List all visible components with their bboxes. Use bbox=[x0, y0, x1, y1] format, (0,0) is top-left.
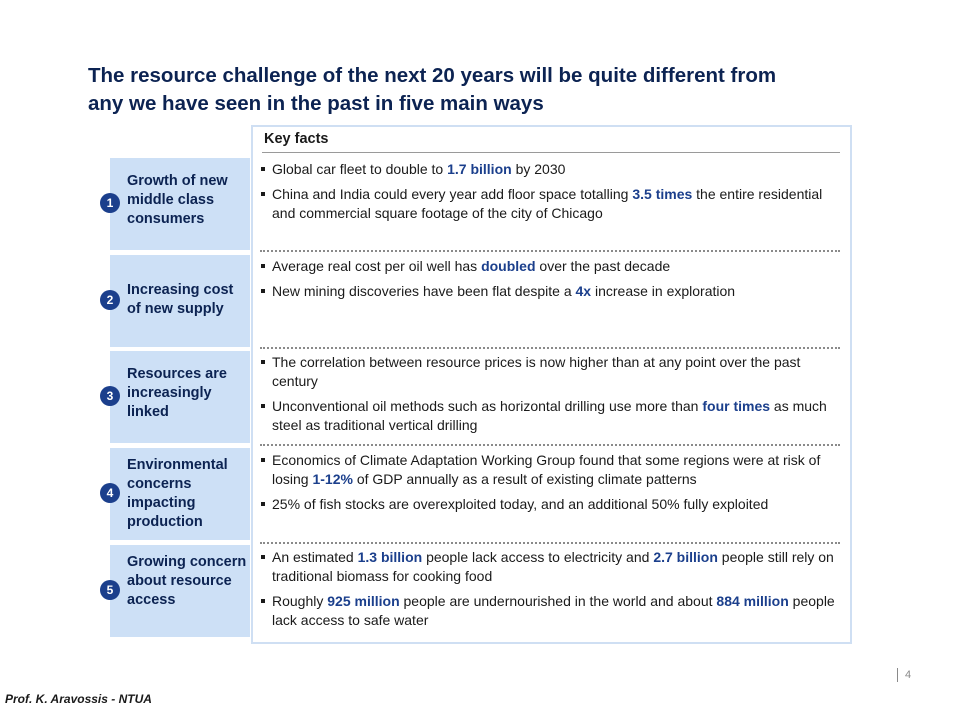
highlight-figure: 884 million bbox=[716, 593, 789, 609]
bullet-text: increase in exploration bbox=[591, 283, 736, 299]
bullet-text: as much steel as traditional vertical drilling bbox=[272, 398, 827, 433]
bullet-text: people lack access to electricity and bbox=[422, 549, 654, 565]
highlight-figure: 2.7 billion bbox=[653, 549, 718, 565]
row-number-badge-4: 4 bbox=[100, 483, 120, 503]
row-bullets-3 bbox=[260, 353, 840, 441]
row-separator-1 bbox=[260, 250, 840, 252]
bullet-item bbox=[260, 160, 840, 179]
bullet-text: The correlation between resource prices is now higher than at any point over the past century bbox=[272, 354, 801, 389]
row-bullets-4 bbox=[260, 451, 840, 520]
bullet-text: Unconventional oil methods such as horizontal drilling use more than bbox=[272, 398, 703, 414]
bullet-item bbox=[260, 495, 840, 514]
bullet-text: Economics of Climate Adaptation Working Group found that some regions were at risk of losing bbox=[272, 452, 821, 487]
bullet-item bbox=[260, 282, 840, 301]
highlight-figure: 3.5 times bbox=[632, 186, 693, 202]
highlight-figure: four times bbox=[702, 398, 771, 414]
slide-title bbox=[88, 62, 888, 118]
bullet-text: people lack access to safe water bbox=[272, 593, 835, 628]
bullet-text: China and India could every year add floor space totalling bbox=[272, 186, 633, 202]
row-label-text-3: Resources are increasingly linked bbox=[127, 366, 227, 420]
row-label-text-4: Environmental concerns impacting production bbox=[127, 457, 228, 530]
row-number-badge-5: 5 bbox=[100, 580, 120, 600]
key-facts-heading: Key facts bbox=[264, 131, 329, 147]
footer-author: Prof. K. Aravossis - NTUA bbox=[5, 692, 152, 706]
bullet-text: 25% of fish stocks are overexploited today, and an additional 50% fully exploited bbox=[272, 496, 769, 512]
row-separator-4 bbox=[260, 542, 840, 544]
row-label-text-2: Increasing cost of new supply bbox=[127, 282, 234, 317]
highlight-figure: 4x bbox=[575, 283, 592, 299]
bullet-item bbox=[260, 451, 840, 489]
bullet-item bbox=[260, 397, 840, 435]
row-label-text-5: Growing concern about resource access bbox=[127, 554, 247, 608]
highlight-figure: 925 million bbox=[327, 593, 400, 609]
bullet-item bbox=[260, 548, 840, 586]
row-label-3 bbox=[106, 351, 250, 443]
bullet-item bbox=[260, 353, 840, 391]
row-separator-3 bbox=[260, 444, 840, 446]
bullet-text: people are undernourished in the world and about bbox=[399, 593, 717, 609]
row-label-1 bbox=[106, 158, 250, 250]
bullet-text: people still rely on traditional biomass for cooking food bbox=[272, 549, 834, 584]
row-number-badge-2: 2 bbox=[100, 290, 120, 310]
bullet-text: Global car fleet to double to bbox=[272, 161, 448, 177]
row-label-text-1: Growth of new middle class consumers bbox=[127, 173, 228, 227]
bullet-text: Roughly bbox=[272, 593, 328, 609]
key-facts-rule bbox=[262, 152, 840, 153]
row-label-2 bbox=[106, 255, 250, 347]
bullet-text: An estimated bbox=[272, 549, 358, 565]
bullet-text: over the past decade bbox=[535, 258, 671, 274]
page-number: 4 bbox=[897, 668, 911, 682]
row-label-4 bbox=[106, 448, 250, 540]
bullet-text: by 2030 bbox=[511, 161, 566, 177]
row-separator-2 bbox=[260, 347, 840, 349]
row-bullets-5 bbox=[260, 548, 840, 636]
bullet-text: of GDP annually as a result of existing climate patterns bbox=[352, 471, 697, 487]
bullet-text: Average real cost per oil well has bbox=[272, 258, 482, 274]
row-number-badge-1: 1 bbox=[100, 193, 120, 213]
row-bullets-1 bbox=[260, 160, 840, 229]
highlight-figure: 1.7 billion bbox=[447, 161, 512, 177]
slide-title-line-1: The resource challenge of the next 20 years will be quite different from bbox=[88, 64, 777, 87]
highlight-figure: doubled bbox=[481, 258, 536, 274]
slide-title-line-2: any we have seen in the past in five main ways bbox=[88, 92, 544, 115]
row-label-5 bbox=[106, 545, 250, 637]
highlight-figure: 1.3 billion bbox=[357, 549, 423, 565]
bullet-item bbox=[260, 592, 840, 630]
bullet-item bbox=[260, 185, 840, 223]
bullet-text: the entire residential and commercial square footage of the city of Chicago bbox=[272, 186, 823, 221]
row-bullets-2 bbox=[260, 257, 840, 307]
row-number-badge-3: 3 bbox=[100, 386, 120, 406]
bullet-item bbox=[260, 257, 840, 276]
bullet-text: New mining discoveries have been flat despite a bbox=[272, 283, 576, 299]
highlight-figure: 1-12% bbox=[312, 471, 353, 487]
